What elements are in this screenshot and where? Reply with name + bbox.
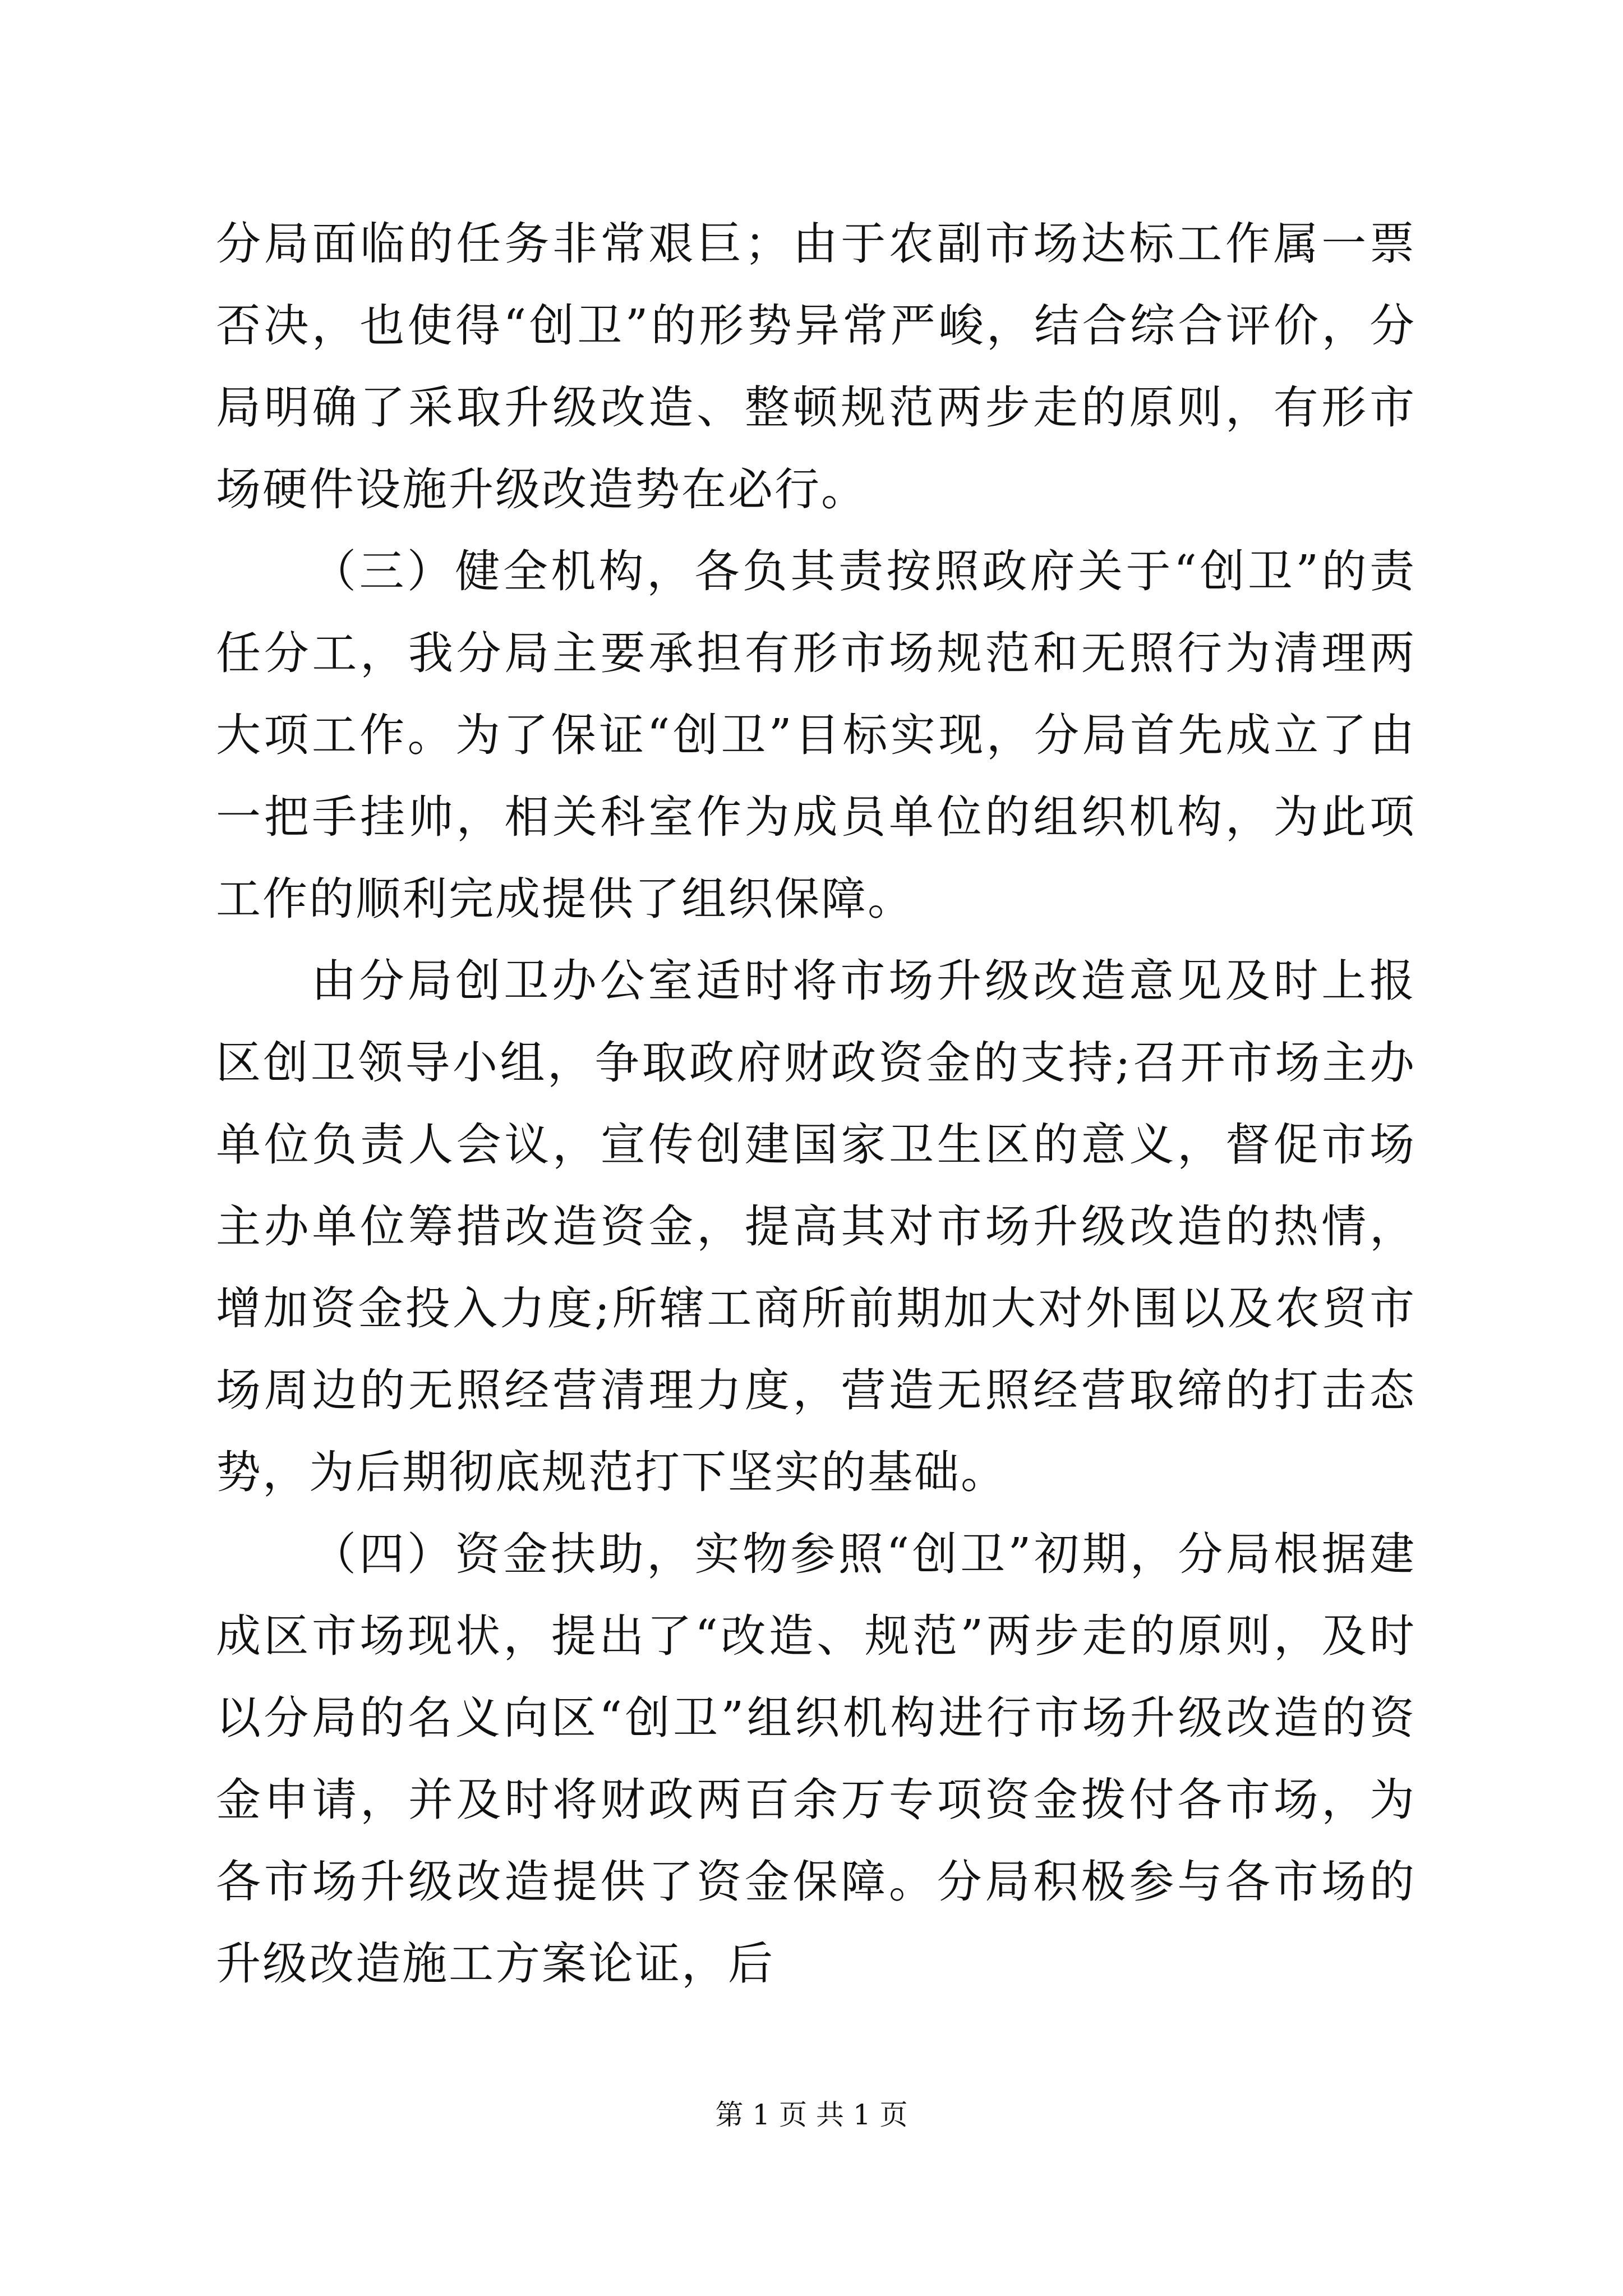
document-body xyxy=(216,203,1416,2005)
paragraph-2: （三）健全机构，各负其责按照政府关于“创卫”的责任分工，我分局主要承担有形市场规范和无照行为清理两大项工作。为了保证“创卫”目标实现，分局首先成立了由一把手挂帅，相关科室作为成员单位的组织机构，为此项工作的顺利完成提供了组织保障。 xyxy=(216,545,1416,925)
paragraph-1: 分局面临的任务非常艰巨；由于农副市场达标工作属一票否决，也使得“创卫”的形势异常严峻，结合综合评价，分局明确了采取升级改造、整顿规范两步走的原则，有形市场硬件设施升级改造势在必行。 xyxy=(216,218,1416,516)
paragraph-3: 由分局创卫办公室适时将市场升级改造意见及时上报区创卫领导小组，争取政府财政资金的支持;召开市场主办单位负责人会议，宣传创建国家卫生区的意义，督促市场主办单位筹措改造资金，提高其对市场升级改造的热情，增加资金投入力度;所辖工商所前期加大对外围以及农贸市场周边的无照经营清理力度，营造无照经营取缔的打击态势，为后期彻底规范打下坚实的基础。 xyxy=(216,955,1416,1498)
page-footer xyxy=(0,2095,1623,2134)
paragraph-4: （四）资金扶助，实物参照“创卫”初期，分局根据建成区市场现状，提出了“改造、规范”两步走的原则，及时以分局的名义向区“创卫”组织机构进行市场升级改造的资金申请，并及时将财政两百余万专项资金拨付各市场，为各市场升级改造提供了资金保障。分局积极参与各市场的升级改造施工方案论证，后 xyxy=(216,1528,1416,1990)
page-number-label: 第 1 页 共 1 页 xyxy=(715,2099,908,2131)
